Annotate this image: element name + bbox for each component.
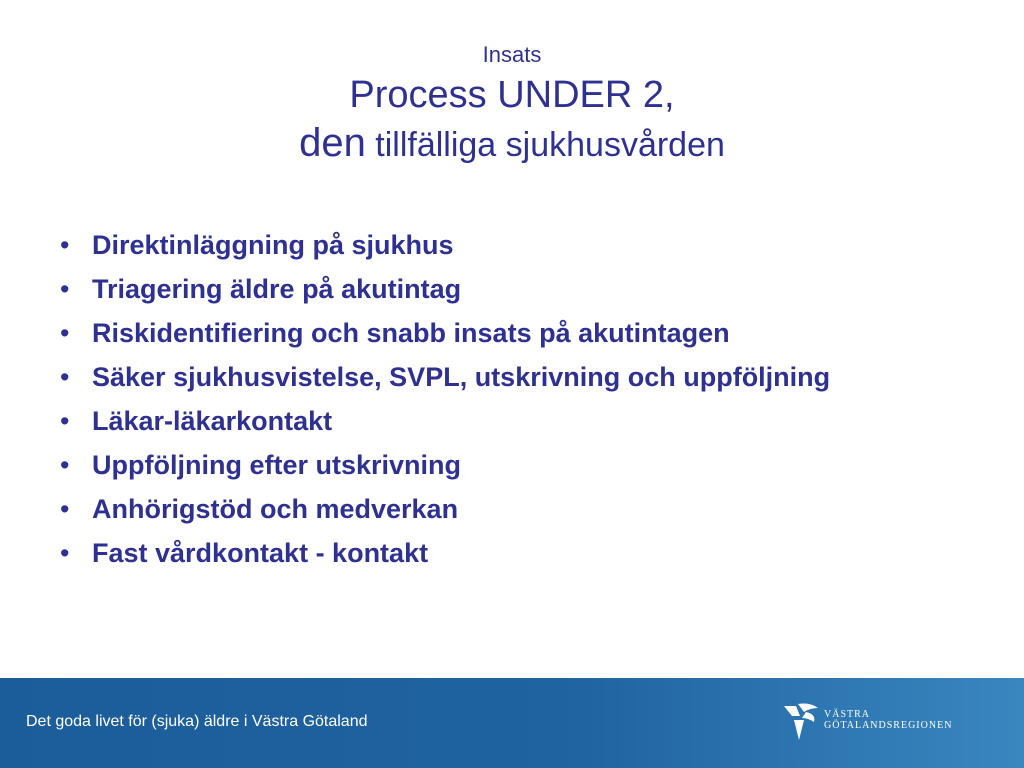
title-line-den bbox=[0, 120, 1024, 168]
list-item bbox=[56, 448, 956, 482]
title-word-den: den bbox=[299, 121, 366, 165]
bullet-text: Direktinläggning på sjukhus bbox=[92, 230, 454, 260]
bullet-text: Fast vårdkontakt - kontakt bbox=[92, 538, 429, 568]
footer-bar bbox=[0, 678, 1024, 768]
bullet-icon: • bbox=[60, 538, 70, 568]
list-item bbox=[56, 228, 956, 262]
logo-text-line1: VÄSTRA bbox=[824, 709, 871, 720]
bullet-list bbox=[56, 228, 956, 580]
bullet-icon: • bbox=[60, 406, 70, 436]
region-logo bbox=[782, 700, 982, 746]
list-item bbox=[56, 360, 956, 394]
bullet-text: Riskidentifiering och snabb insats på akutintagen bbox=[92, 318, 730, 348]
title-line-insats: Insats bbox=[482, 42, 542, 67]
bullet-text: Uppföljning efter utskrivning bbox=[92, 450, 461, 480]
list-item bbox=[56, 492, 956, 526]
bullet-text: Läkar-läkarkontakt bbox=[92, 406, 333, 436]
list-item bbox=[56, 316, 956, 350]
footer-text: Det goda livet för (sjuka) äldre i Västra Götaland bbox=[26, 713, 368, 730]
logo-text bbox=[824, 709, 952, 731]
list-item bbox=[56, 536, 956, 570]
logo-text-line2: GÖTALANDSREGIONEN bbox=[824, 720, 953, 731]
bullet-icon: • bbox=[60, 230, 70, 260]
bullet-icon: • bbox=[60, 450, 70, 480]
bullet-icon: • bbox=[60, 362, 70, 392]
bullet-text: Säker sjukhusvistelse, SVPL, utskrivning och uppföljning bbox=[92, 362, 831, 392]
bullet-icon: • bbox=[60, 318, 70, 348]
bullet-icon: • bbox=[60, 494, 70, 524]
title-line-rest: tillfälliga sjukhusvården bbox=[365, 126, 725, 164]
region-emblem-icon bbox=[782, 700, 822, 746]
bullet-icon: • bbox=[60, 274, 70, 304]
list-item bbox=[56, 404, 956, 438]
bullet-text: Anhörigstöd och medverkan bbox=[92, 494, 459, 524]
bullet-text: Triagering äldre på akutintag bbox=[92, 274, 462, 304]
slide-title bbox=[0, 40, 1024, 168]
title-line-process: Process UNDER 2, bbox=[349, 74, 675, 116]
list-item bbox=[56, 272, 956, 306]
